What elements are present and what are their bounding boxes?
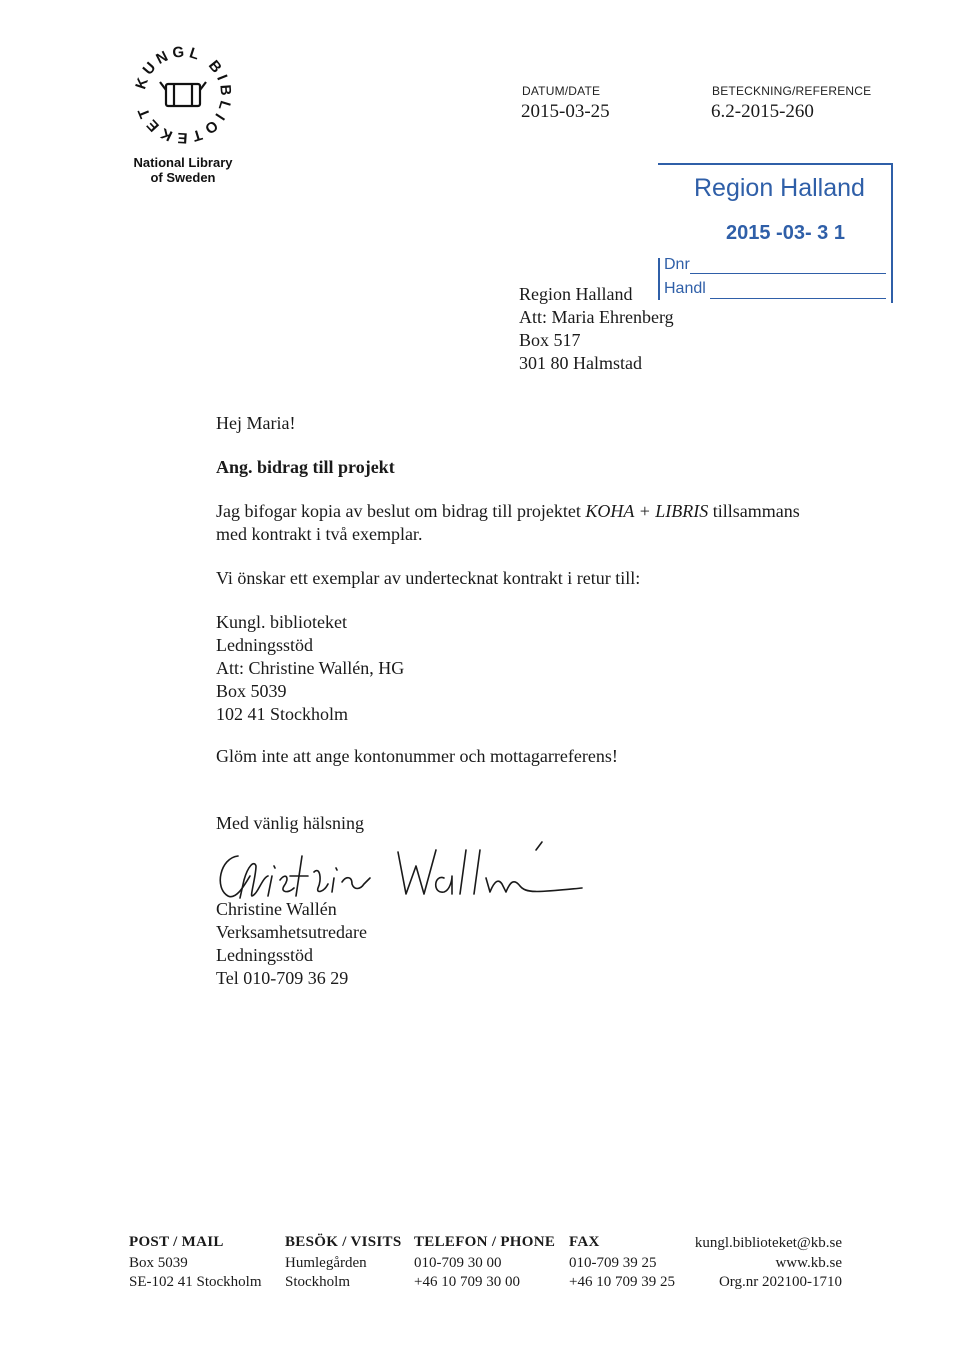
svg-text:KUNGL BIBLIOTEKET [132,44,234,147]
footer-email[interactable]: kungl.biblioteket@kb.se [694,1235,842,1251]
paragraph-1-line2: med kontrakt i två exemplar. [216,524,423,544]
footer-visits-line1: Humlegården [285,1255,367,1271]
return-address-line5: 102 41 Stockholm [216,704,349,724]
p1-text-b: tillsammans [708,501,800,521]
stamp-title: Region Halland [694,174,865,202]
footer-org-number: Org.nr 202100-1710 [718,1274,842,1290]
footer-phone-line1: 010-709 30 00 [414,1255,502,1271]
stamp-left-border [658,258,660,300]
signatory-phone: Tel 010-709 36 29 [216,968,349,988]
closing: Med vänlig hälsning [216,813,364,833]
reminder: Glöm inte att ange kontonummer och mottagarreferens! [216,746,618,766]
return-address-line3: Att: Christine Wallén, HG [216,658,405,678]
footer-mail-heading: POST / MAIL [129,1234,224,1250]
footer-fax-line2: +46 10 709 39 25 [569,1274,675,1290]
stamp-dnr-label: Dnr [664,256,690,273]
footer-visits-heading: BESÖK / VISITS [285,1234,402,1250]
subject-line: Ang. bidrag till projekt [216,457,395,477]
stamp-date: 2015 -03- 3 1 [726,222,845,244]
footer-fax-line1: 010-709 39 25 [569,1255,657,1271]
footer-mail-line1: Box 5039 [129,1255,188,1271]
return-address-line2: Ledningsstöd [216,635,313,655]
signatory-title: Verksamhetsutredare [216,922,367,942]
library-seal-icon [128,40,238,150]
stamp-handl-line [710,298,886,299]
reference-label: BETECKNING/REFERENCE [712,84,872,98]
return-address-line4: Box 5039 [216,681,287,701]
reference-value: 6.2-2015-260 [711,101,814,122]
date-value: 2015-03-25 [521,101,610,122]
footer-visits-line2: Stockholm [285,1274,351,1290]
date-label: DATUM/DATE [522,84,601,98]
stamp-dnr-line [690,273,886,274]
return-address-line1: Kungl. biblioteket [216,612,347,632]
footer [0,1234,960,1294]
footer-mail-line2: SE-102 41 Stockholm [129,1274,262,1290]
footer-phone-heading: TELEFON / PHONE [414,1234,556,1250]
stamp-handl-label: Handl [664,280,706,297]
recipient-line3: Box 517 [519,330,581,350]
seal-text: KUNGL BIBLIOTEKET [132,43,235,147]
footer-fax-heading: FAX [569,1234,600,1250]
footer-phone-line2: +46 10 709 30 00 [414,1274,520,1290]
signatory-department: Ledningsstöd [216,945,313,965]
recipient-line4: 301 80 Halmstad [519,353,642,373]
paragraph-2: Vi önskar ett exemplar av undertecknat kontrakt i retur till: [216,568,641,588]
greeting: Hej Maria! [216,413,296,433]
p1-text-a: Jag bifogar kopia av beslut om bidrag till projektet [216,501,586,521]
p1-project-name: KOHA + LIBRIS [585,501,709,521]
footer-website[interactable]: www.kb.se [775,1255,842,1271]
recipient-line1: Region Halland [519,284,633,304]
logo-subtitle-line1: National Library [133,155,233,170]
handwritten-signature [210,836,590,906]
paragraph-1-line1 [216,500,800,523]
signatory-name: Christine Wallén [216,899,337,919]
logo-subtitle-line2: of Sweden [150,170,216,185]
recipient-line2: Att: Maria Ehrenberg [519,307,674,327]
library-logo [128,40,238,200]
